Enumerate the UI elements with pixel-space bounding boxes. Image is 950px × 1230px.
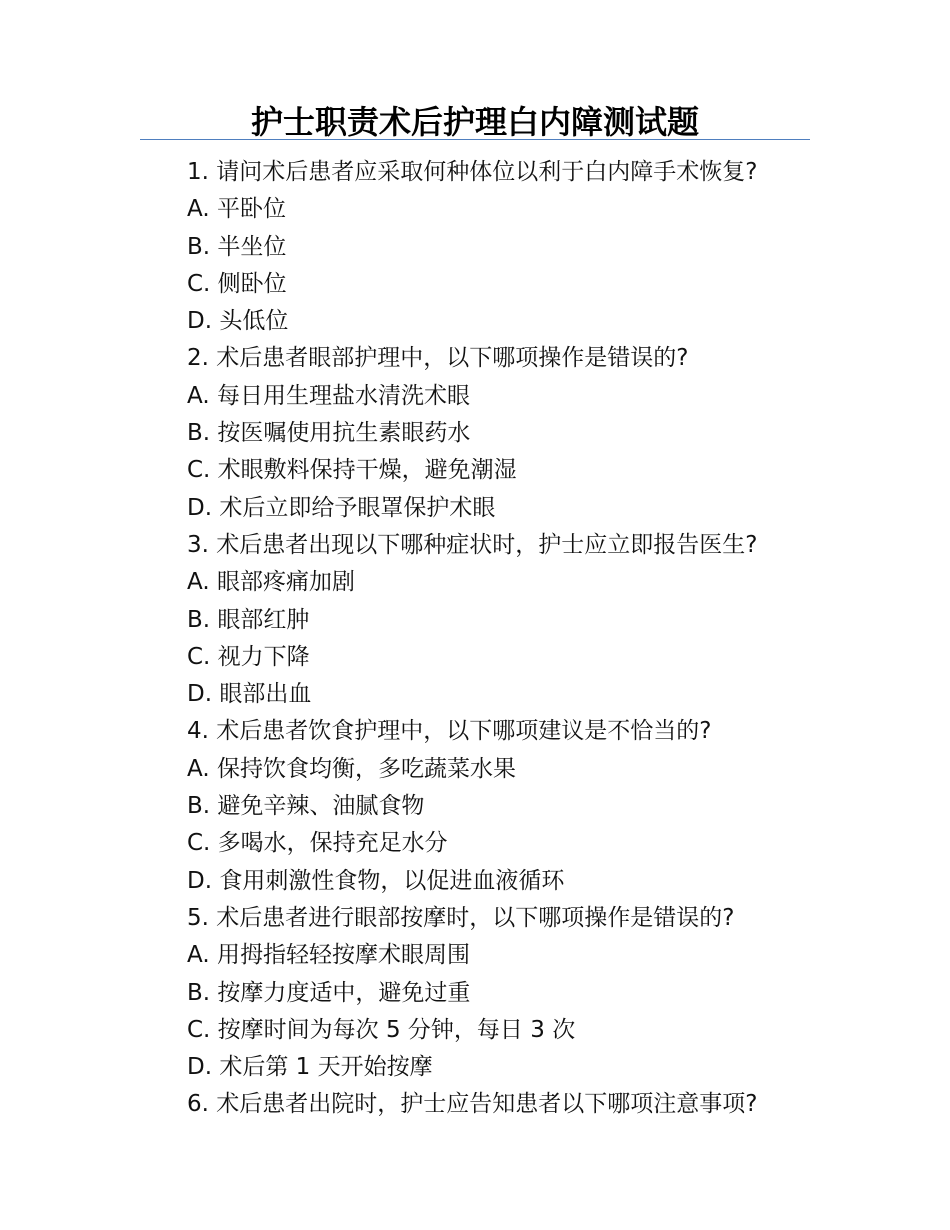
option-4a: A. 保持饮食均衡，多吃蔬菜水果 <box>187 755 516 782</box>
question-4: 4. 术后患者饮食护理中，以下哪项建议是不恰当的? <box>187 718 712 745</box>
title-underline <box>140 139 810 140</box>
option-4c: C. 多喝水，保持充足水分 <box>187 830 448 857</box>
question-5: 5. 术后患者进行眼部按摩时，以下哪项操作是错误的? <box>187 904 735 931</box>
option-1b: B. 半坐位 <box>187 233 287 260</box>
option-4d: D. 食用刺激性食物，以促进血液循环 <box>187 867 565 894</box>
option-1c: C. 侧卧位 <box>187 270 287 297</box>
option-5b: B. 按摩力度适中，避免过重 <box>187 979 471 1006</box>
option-2c: C. 术眼敷料保持干燥，避免潮湿 <box>187 457 517 484</box>
question-2: 2. 术后患者眼部护理中，以下哪项操作是错误的? <box>187 345 689 372</box>
option-2b: B. 按医嘱使用抗生素眼药水 <box>187 420 471 447</box>
question-1: 1. 请问术后患者应采取何种体位以利于白内障手术恢复? <box>187 159 758 185</box>
option-1d: D. 头低位 <box>187 308 289 335</box>
question-3: 3. 术后患者出现以下哪种症状时，护士应立即报告医生? <box>187 531 758 558</box>
option-1a: A. 平卧位 <box>187 196 286 223</box>
question-6: 6. 术后患者出院时，护士应告知患者以下哪项注意事项? <box>187 1091 758 1118</box>
option-3c: C. 视力下降 <box>187 643 310 670</box>
option-3d: D. 眼部出血 <box>187 681 312 708</box>
option-5d: D. 术后第 1 天开始按摩 <box>187 1054 433 1081</box>
option-5a: A. 用拇指轻轻按摩术眼周围 <box>187 942 470 969</box>
option-4b: B. 避免辛辣、油腻食物 <box>187 793 425 820</box>
page-title: 护士职责术后护理白内障测试题 <box>250 103 699 141</box>
option-3a: A. 眼部疼痛加剧 <box>187 569 355 596</box>
option-3b: B. 眼部红肿 <box>187 606 310 633</box>
option-5c: C. 按摩时间为每次 5 分钟，每日 3 次 <box>187 1016 576 1043</box>
option-2d: D. 术后立即给予眼罩保护术眼 <box>187 494 496 521</box>
option-2a: A. 每日用生理盐水清洗术眼 <box>187 382 470 409</box>
question-list <box>187 154 867 1124</box>
